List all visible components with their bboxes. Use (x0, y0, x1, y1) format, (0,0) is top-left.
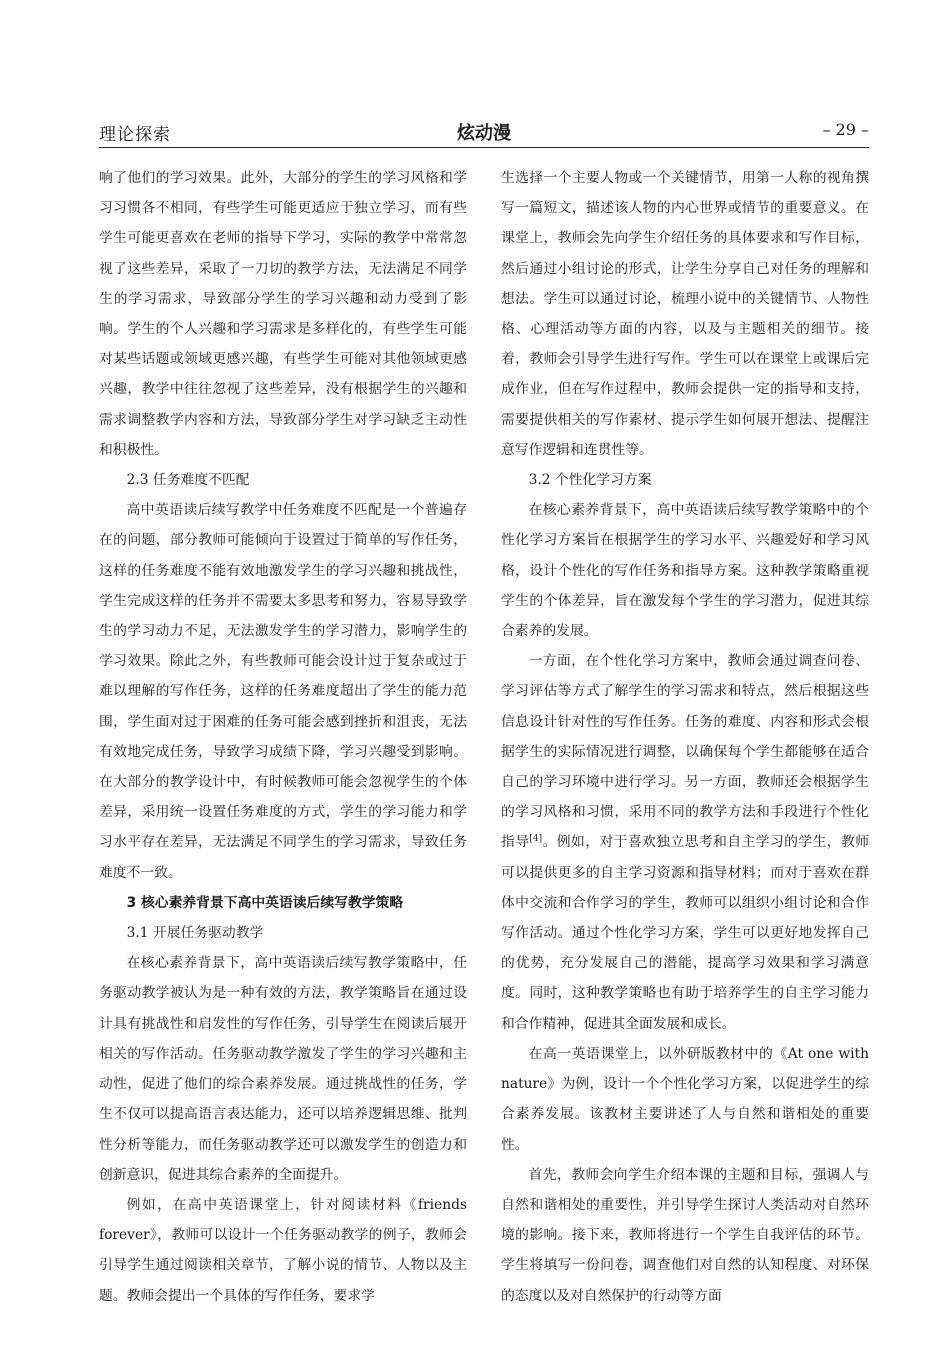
citation-ref: [4] (529, 834, 543, 845)
paragraph: 在核心素养背景下，高中英语读后续写教学策略中的个性化学习方案旨在根据学生的学习水平、兴趣爱好和学习风格，设计个性化的写作任务和指导方案。这种教学策略重视学生的个体差异，旨在激发每个学生的学习潜力，促进其综合素养的发展。 (501, 502, 869, 640)
section-heading-2-3: 2.3 任务难度不匹配 (126, 472, 250, 489)
paragraph (501, 646, 869, 1039)
paragraph: 响了他们的学习效果。此外，大部分的学生的学习风格和学习习惯各不相同，有些学生可能更适应于独立学习，而有些学生可能更喜欢在老师的指导下学习，实际的教学中常常忽视了这些差异，采取了一刀切的教学方法，无法满足不同学生的学习需求，导致部分学生的学习兴趣和动力受到了影响。学生的个人兴趣和学习需求是多样化的，有些学生可能对某些话题或领域更感兴趣，有些学生可能对其他领域更感兴趣，教学中往往忽视了这些差异，没有根据学生的兴趣和需求调整教学内容和方法，导致部分学生对学习缺乏主动性和积极性。 (99, 170, 467, 458)
paragraph-text: 。例如，对于喜欢独立思考和自主学习的学生，教师可以提供更多的自主学习资源和指导材料；而对于喜欢在群体中交流和合作学习的学生，教师可以组织小组讨论和合作写作活动。通过个性化学习方案，学生可以更好地发挥自己的优势，充分发展自己的潜能，提高学习效果和学习满意度。同时，这种教学策略也有助于培养学生的自主学习能力和合作精神，促进其全面发展和成长。 (501, 834, 870, 1032)
paragraph: 生选择一个主要人物或一个关键情节，用第一人称的视角撰写一篇短文，描述该人物的内心世界或情节的重要意义。在课堂上，教师会先向学生介绍任务的具体要求和写作目标，然后通过小组讨论的形式，让学生分享自己对任务的理解和想法。学生可以通过讨论，梳理小说中的关键情节、人物性格、心理活动等方面的内容，以及与主题相关的细节。接着，教师会引导学生进行写作。学生可以在课堂上或课后完成作业，但在写作过程中，教师会提供一定的指导和支持，需要提供相关的写作素材、提示学生如何展开想法、提醒注意写作逻辑和连贯性等。 (501, 170, 869, 458)
paragraph: 首先，教师会向学生介绍本课的主题和目标，强调人与自然和谐相处的重要性，并引导学生探讨人类活动对自然环境的影响。接下来，教师将进行一个学生自我评估的环节。学生将填写一份问卷，调查他们对自然的认知程度、对环保的态度以及对自然保护的行动等方面 (501, 1166, 869, 1304)
right-column (501, 163, 869, 1311)
section-heading-3-1: 3.1 开展任务驱动教学 (126, 925, 264, 942)
journal-title: 炫动漫 (457, 123, 511, 144)
paragraph: 例如，在高中英语课堂上，针对阅读材料《friends forever》，教师可以设计一个任务驱动教学的例子，教师会引导学生通过阅读相关章节，了解小说的情节、人物以及主题。教师会提出一个具体的写作任务，要求学 (99, 1196, 467, 1304)
left-column (99, 163, 467, 1311)
paragraph: 高中英语读后续写教学中任务难度不匹配是一个普遍存在的问题，部分教师可能倾向于设置过于简单的写作任务，这样的任务难度不能有效地激发学生的学习兴趣和挑战性，学生完成这样的任务并不需要太多思考和努力，容易导致学生的学习动力不足，无法激发学生的学习潜力，影响学生的学习效果。除此之外，有些教师可能会设计过于复杂或过于难以理解的写作任务，这样的任务难度超出了学生的能力范围，学生面对过于困难的任务可能会感到挫折和沮丧，无法有效地完成任务，导致学习成绩下降，学习兴趣受到影响。在大部分的教学设计中，有时候教师可能会忽视学生的个体差异，采用统一设置任务难度的方式，学生的学习能力和学习水平存在差异，无法满足不同学生的学习需求，导致任务难度不一致。 (99, 502, 467, 881)
paragraph: 在高一英语课堂上，以外研版教材中的《At one with nature》为例，设计一个个性化学习方案，以促进学生的综合素养发展。该教材主要讲述了人与自然和谐相处的重要性。 (501, 1045, 869, 1153)
paragraph: 在核心素养背景下，高中英语读后续写教学策略中，任务驱动教学被认为是一种有效的方法，教学策略旨在通过设计具有挑战性和启发性的写作任务，引导学生在阅读后展开相关的写作活动。任务驱动教学激发了学生的学习兴趣和主动性，促进了他们的综合素养发展。通过挑战性的任务，学生不仅可以提高语言表达能力，还可以培养逻辑思维、批判性分析等能力，而任务驱动教学还可以激发学生的创造力和创新意识，促进其综合素养的全面提升。 (99, 955, 467, 1183)
header-rule (99, 147, 869, 148)
section-heading-3: 3 核心素养背景下高中英语读后续写教学策略 (126, 894, 404, 911)
page-number: – 29 – (822, 120, 869, 139)
running-header (99, 117, 869, 147)
paragraph-text: 一方面，在个性化学习方案中，教师会通过调查问卷、学习评估等方式了解学生的学习需求和特点，然后根据这些信息设计针对性的写作任务。任务的难度、内容和形式会根据学生的实际情况进行调整，以确保每个学生都能够在适合自己的学习环境中进行学习。另一方面，教师还会根据学生的学习风格和习惯，采用不同的教学方法和手段进行个性化指导 (501, 653, 869, 851)
section-label: 理论探索 (99, 125, 171, 145)
section-heading-3-2: 3.2 个性化学习方案 (528, 472, 652, 489)
